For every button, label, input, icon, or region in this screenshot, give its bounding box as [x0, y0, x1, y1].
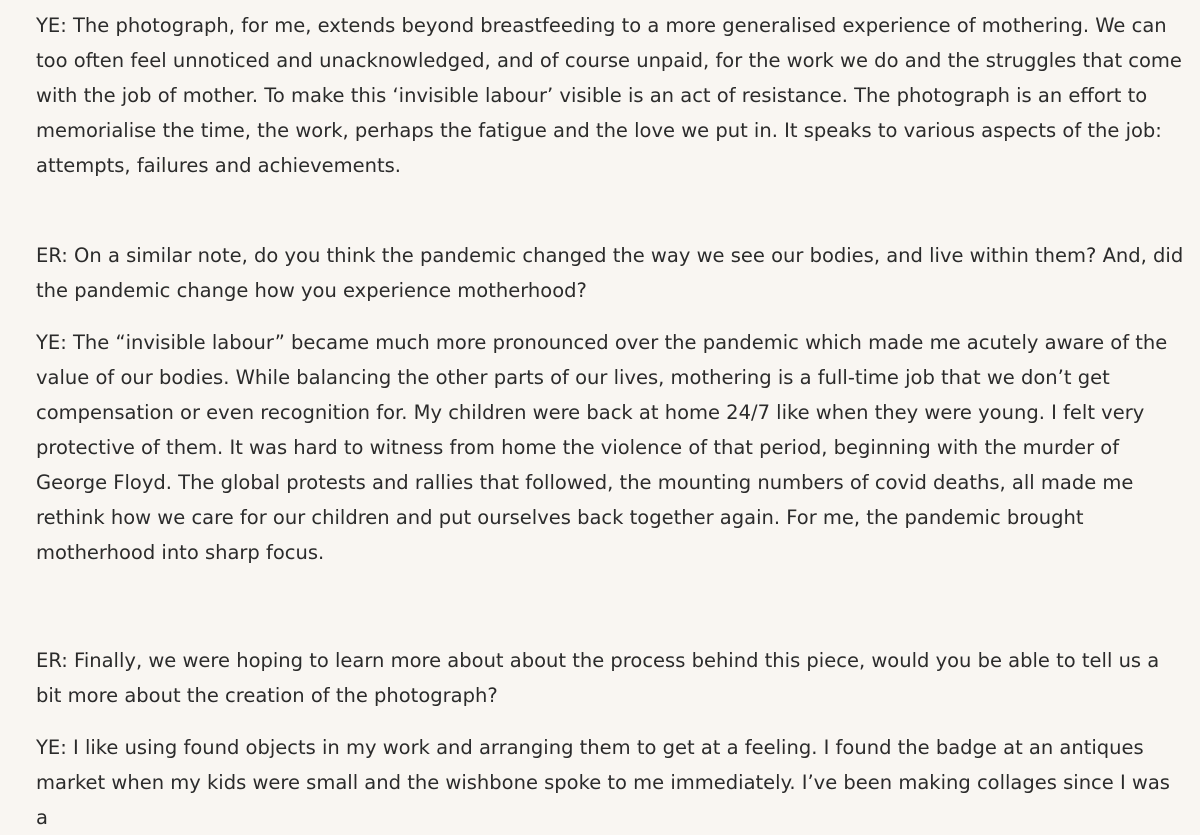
answer-paragraph-ye-2: YE: The “invisible labour” became much more pronounced over the pandemic which made me acutely aware of the value of our bodies. While balancing the other parts of our lives, mothering is a full-time job that we don’t get compensation or even recognition for. My children were back at home 24/7 like when they were young. I felt very protective of them. It was hard to witness from home the violence of that period, beginning with the murder of George Floyd. The global protests and rallies that followed, the mounting numbers of covid deaths, all made me rethink how we care for our children and put ourselves back together again. For me, the pandemic brought motherhood into sharp focus. [36, 331, 1168, 564]
question-paragraph-er-1: ER: On a similar note, do you think the pandemic changed the way we see our bodies, and live within them? And, did the pandemic change how you experience motherhood? [36, 244, 1184, 302]
answer-paragraph-ye-3: YE: I like using found objects in my work and arranging them to get at a feeling. I found the badge at an antiques market when my kids were small and the wishbone spoke to me immediately. I’ve been making collages since I was a [36, 736, 1170, 829]
answer-paragraph-ye-1: YE: The photograph, for me, extends beyond breastfeeding to a more generalised experience of mothering. We can too often feel unnoticed and unacknowledged, and of course unpaid, for the work we do and the struggles that come with the job of mother. To make this ‘invisible labour’ visible is an act of resistance. The photograph is an effort to memorialise the time, the work, perhaps the fatigue and the love we put in. It speaks to various aspects of the job: attempts, failures and achievements. [36, 14, 1182, 177]
question-paragraph-er-2: ER: Finally, we were hoping to learn more about about the process behind this piece, would you be able to tell us a bit more about the creation of the photograph? [36, 649, 1160, 707]
